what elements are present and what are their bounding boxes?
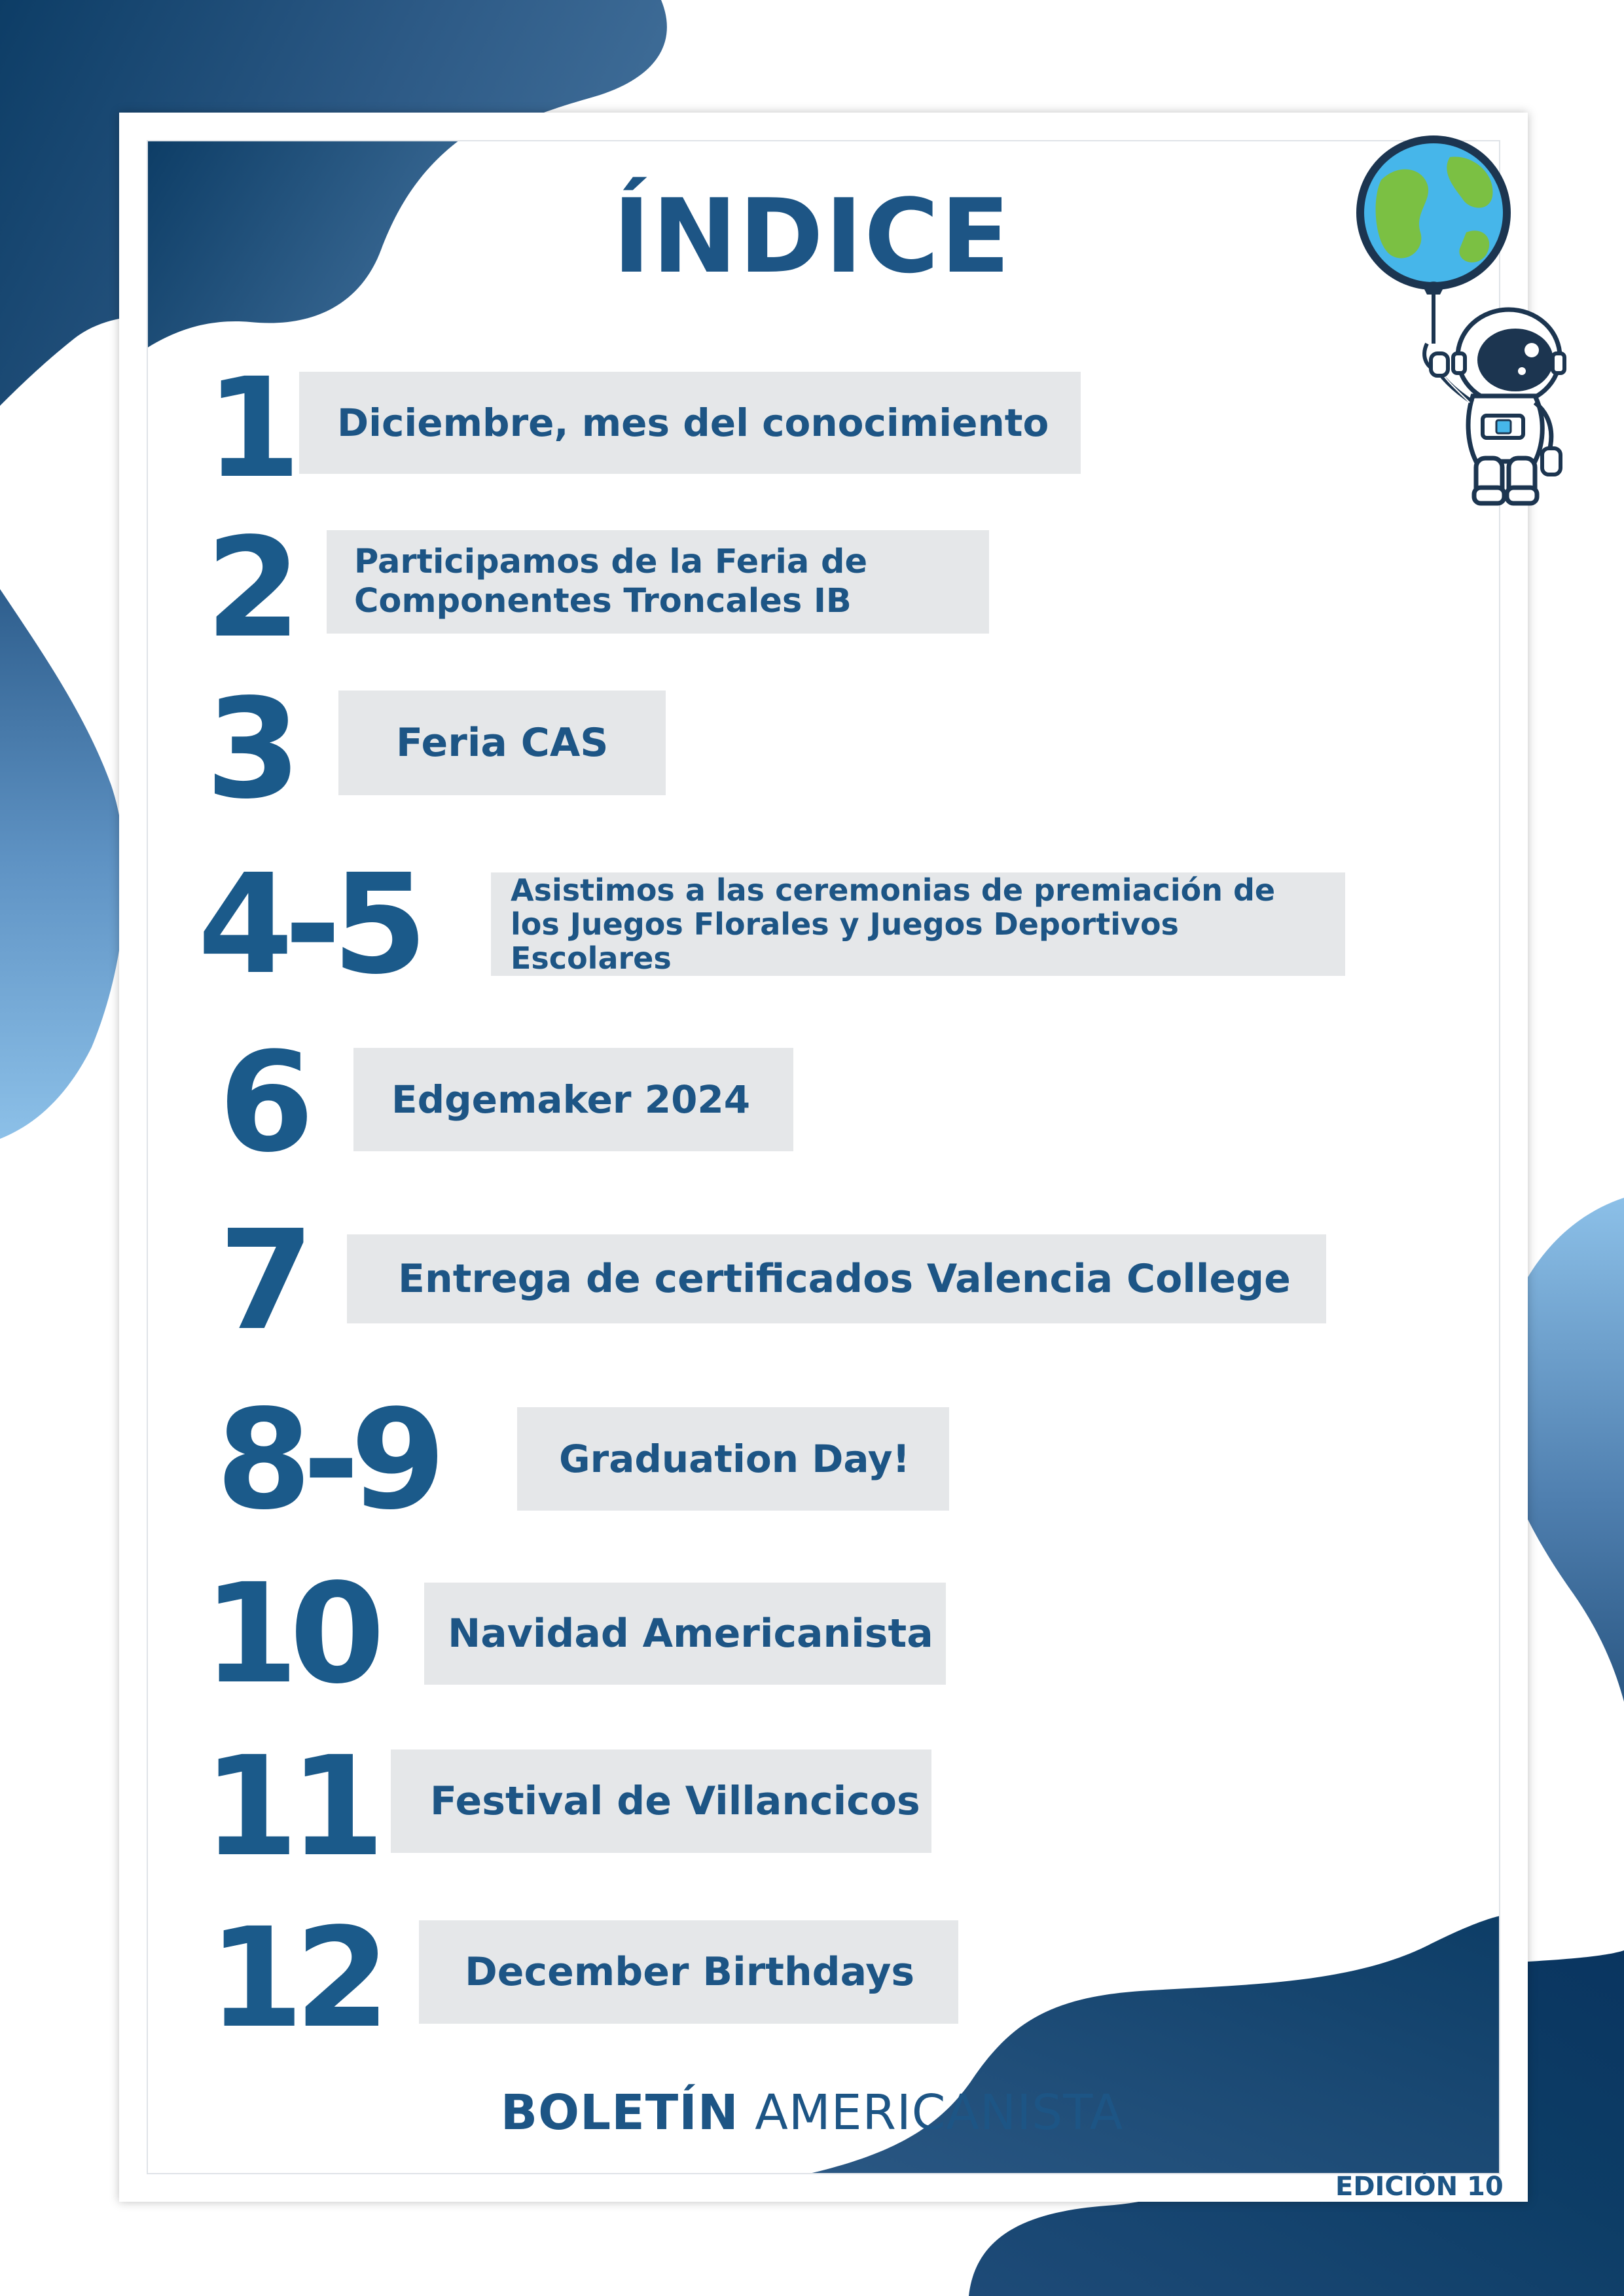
publication-name-regular: AMERICANISTA xyxy=(755,2085,1124,2141)
index-entry-text: Graduation Day! xyxy=(559,1437,910,1481)
index-entry-12[interactable] xyxy=(419,1920,958,2024)
index-entry-6[interactable] xyxy=(353,1048,793,1151)
index-number-4-5: 4-5 xyxy=(198,844,419,1005)
index-entry-11[interactable] xyxy=(391,1749,931,1853)
index-number-7: 7 xyxy=(219,1200,306,1361)
index-entry-text: Participamos de la Feria de Componentes Troncales IB xyxy=(354,543,868,620)
index-entry-3[interactable] xyxy=(338,691,666,795)
publication-name-bold: BOLETÍN xyxy=(500,2085,739,2141)
index-entry-text: Navidad Americanista xyxy=(448,1611,933,1657)
publication-name xyxy=(0,2085,1624,2141)
index-number-12: 12 xyxy=(208,1898,382,2058)
index-number-2: 2 xyxy=(206,508,293,668)
page-title: ÍNDICE xyxy=(612,177,1012,296)
index-entry-text: Entrega de certificados Valencia College xyxy=(398,1256,1291,1302)
index-number-6: 6 xyxy=(219,1022,306,1183)
index-number-8-9: 8-9 xyxy=(216,1380,437,1540)
index-entry-8-9[interactable] xyxy=(517,1407,949,1511)
index-number-10: 10 xyxy=(203,1554,376,1714)
index-entry-7[interactable] xyxy=(347,1234,1326,1323)
index-entry-1[interactable] xyxy=(299,372,1081,474)
index-number-3: 3 xyxy=(206,669,293,829)
edition-label: EDICIÓN 10 xyxy=(1335,2172,1504,2202)
index-entry-text: Diciembre, mes del conocimiento xyxy=(337,401,1049,445)
index-number-11: 11 xyxy=(203,1727,376,1887)
index-number-1: 1 xyxy=(206,348,293,509)
index-entry-text: Edgemaker 2024 xyxy=(391,1077,751,1122)
index-entry-2[interactable] xyxy=(327,530,989,634)
index-entry-text: December Birthdays xyxy=(465,1949,915,1995)
index-entry-text: Asistimos a las ceremonias de premiación de los Juegos Florales y Juegos Deportivos Escolares xyxy=(511,872,1276,976)
index-entry-text: Festival de Villancicos xyxy=(430,1778,920,1824)
index-entry-4-5[interactable] xyxy=(491,872,1345,976)
index-entry-text: Feria CAS xyxy=(396,720,609,766)
index-entry-10[interactable] xyxy=(424,1583,946,1685)
